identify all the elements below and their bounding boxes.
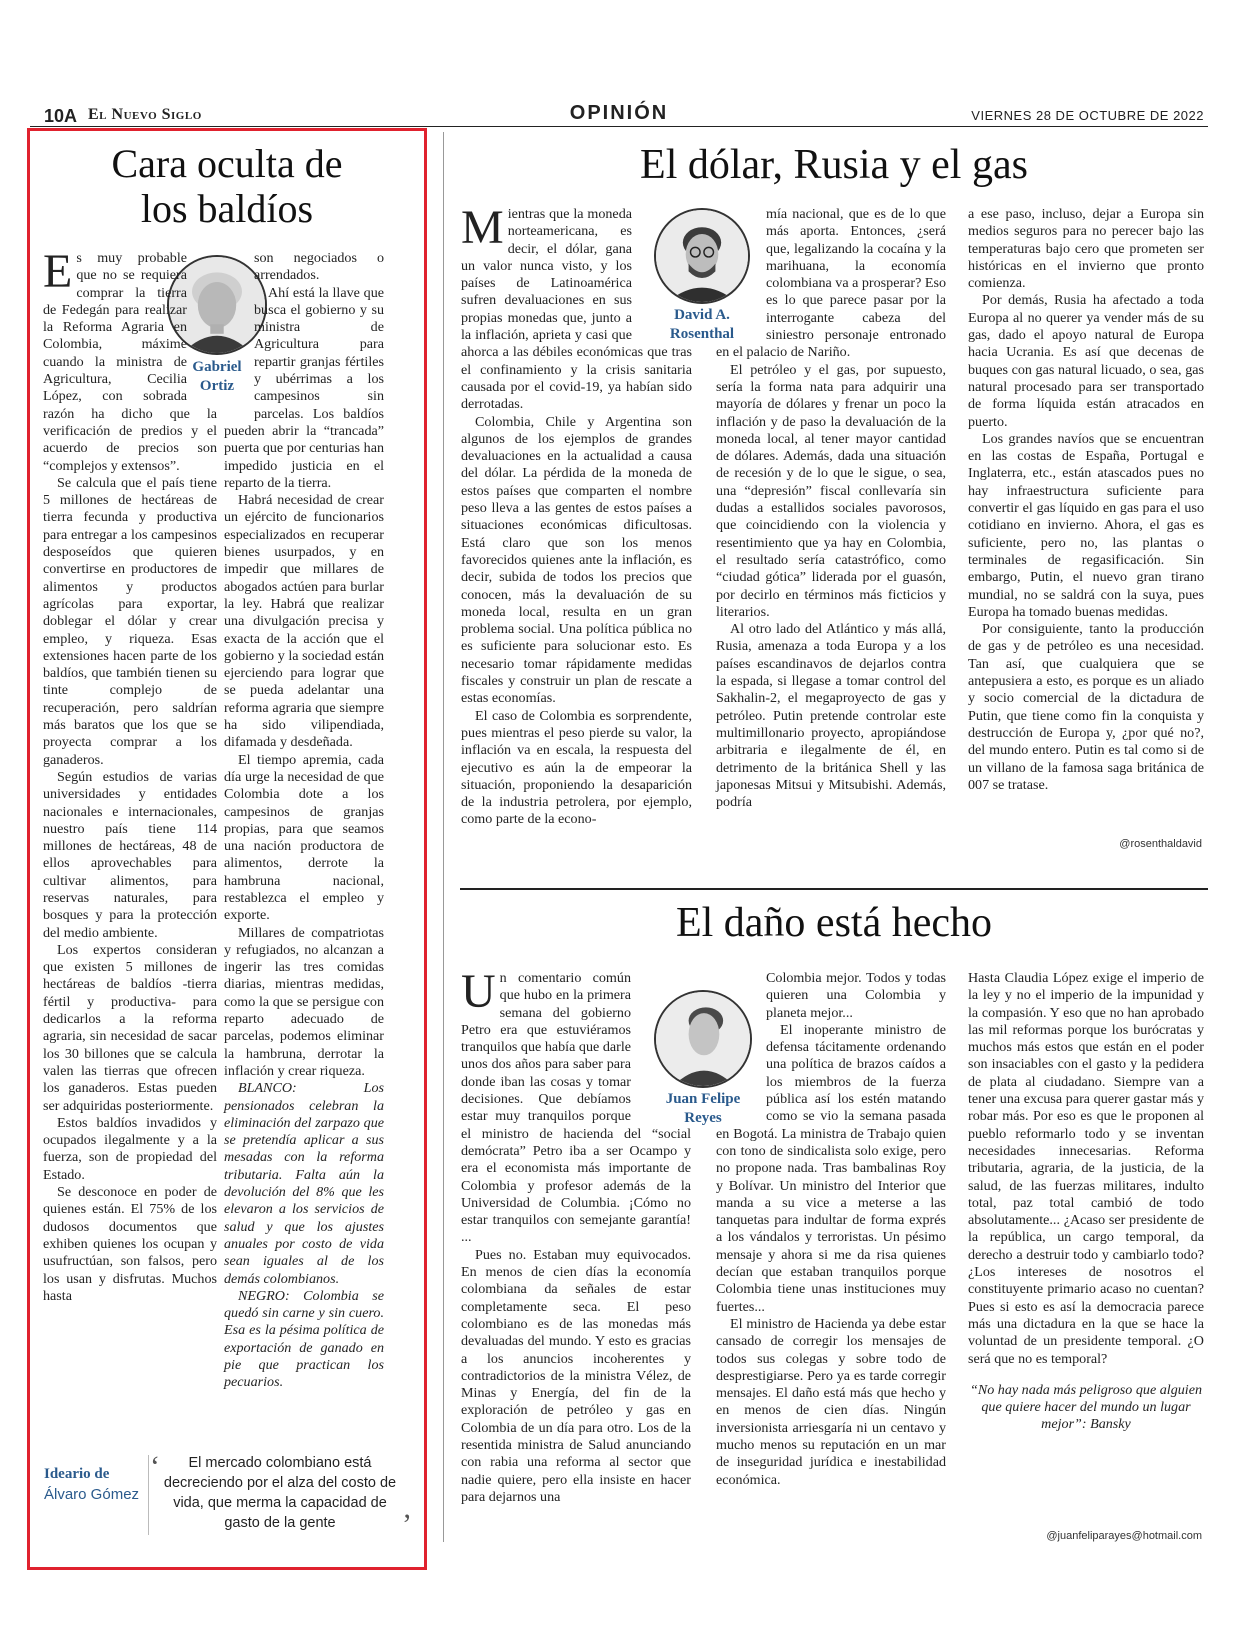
ideario-author: Álvaro Gómez	[44, 1486, 140, 1503]
author-last-name: Ortiz	[199, 378, 235, 394]
paragraph: El caso de Colombia es sorprendente, pues mientras el peso pierde su valor, la inflación va en escala, la respuesta del ejecutivo es aún la de empeorar la situación, proponiendo la desaparición de la industria petrolera, por ejemplo, como parte de la econo-	[461, 707, 692, 828]
paragraph: Ahí está la llave que busca el gobierno y su ministra de Agricultura para repartir granjas fértiles y ubérrimas a los campesinos sin parcelas. Los baldíos pueden abrir la “trancada” puerta que por centurias han impedido justicia en el reparto de la tierra.	[224, 284, 384, 491]
paragraph: Habrá necesidad de crear un ejército de funcionarios especializados en recuperar bienes usurpados, y en impedir que millares de abogados actúen para burlar la ley. Habrá que realizar una divulgación precisa y exacta de la acción que el gobierno y la sociedad están ejerciendo para lograr que se pueda adelantar una reforma agraria que siempre ha sido vilipendiada, difamada y desdeñada.	[224, 492, 384, 751]
article1-title-line1: Cara oculta de	[111, 141, 343, 186]
twitter-handle[interactable]: @rosenthaldavid	[1119, 838, 1202, 850]
article2-column-1	[461, 201, 692, 829]
issue-date: VIERNES 28 DE OCTUBRE DE 2022	[971, 108, 1204, 123]
photo-wrap-space	[631, 970, 691, 1110]
email-address[interactable]: @juanfeliparayes@hotmail.com	[1046, 1530, 1202, 1542]
paragraph: mía nacional, que es de lo que más aporta. Entonces, ¿será que, legalizando la cocaína y la marihuana, la economía colombiana va a prosperar? Eso es lo que parece pasar por la interrogante cabeza del siniestro personaje entronado en el palacio de Nariño.	[716, 206, 947, 361]
paragraph: son negociados o arrendados.	[254, 250, 384, 284]
author-first-name: David A.	[674, 307, 730, 323]
article1-column-1	[43, 245, 217, 1305]
paragraph: Millares de compatriotas y refugiados, no alcanzan a ingerir las tres comidas diarias, mientras medidas, como la que se persigue con reparto adecuado de parcelas, podemos eliminar la hambruna, derrotar la inflación y crear riqueza.	[224, 924, 384, 1079]
dropcap: M	[461, 201, 504, 254]
paragraph: Colombia mejor. Todos y todas quieren una Colombia y planeta mejor...	[766, 970, 946, 1021]
article-separator	[460, 888, 1208, 890]
photo-wrap-space	[716, 970, 766, 1110]
close-quote-icon: ’	[402, 1508, 412, 1541]
section-title: OPINIÓN	[569, 102, 669, 124]
article1-title	[40, 142, 414, 232]
article2-column-2	[716, 206, 946, 811]
paragraph: Los grandes navíos que se encuentran en las costas de España, Portugal e Inglaterra, etc., están atascados pues no hay infraestructura suficiente para convertir el gas líquido en gas para el uso cotidiano en invierno. Ahora, el gas es suficiente, pero no, las plantas o terminales de regasificación. Sin embargo, Putin, el nuevo gran tirano mundial, no se saldrá con la suya, pues Europa ha tomado buenas medidas.	[968, 430, 1204, 620]
paragraph: n comentario común que hubo en la primera semana del gobierno Petro era que estuviéramos tranquilos que había que darle unos dos años para saber para donde iban las cosas y tomar decisiones. Que debíamos estar muy tranquilos porque el ministro de hacienda del “social demócrata” Petro iba a ser Ocampo y era el economista más importante de Colombia y profesor además de la Universidad de Columbia. ¡Cómo no estar tranquilos con semejante garantía! ...	[461, 970, 691, 1246]
author-last-name: Rosenthal	[669, 326, 735, 342]
paragraph: Al otro lado del Atlántico y más allá, Rusia, amenaza a toda Europa y a los países escandinavos de dejarlos contra la espada, si llegase a tomar control del Sakhalin-2, el megaproyecto de gas y petróleo. Putin pretende controlar este multimillonario proyecto, apropiándose arbitraria e ilegalmente de él, en detrimento de la británica Shell y las japonesas Mitsui y Mitsubishi. Además, podría	[716, 621, 946, 811]
photo-wrap-space	[187, 250, 217, 390]
column-separator	[443, 132, 444, 1542]
ideario-quote: El mercado colombiano está decreciendo por el alza del costo de vida, que merma la capacidad de gasto de la gente	[163, 1455, 397, 1531]
paragraph: El ministro de Hacienda ya debe estar cansado de corregir los mensajes de todos sus colegas y sobre todo de desprestigiarse. Pero ya es tarde corregir mensajes. El daño está más que hecho y en menos de cien días. Ningún inversionista arriesgaría ni un centavo y mucho menos su reputación en un mar de inseguridad jurídica e inestabilidad económica.	[716, 1315, 946, 1488]
article3-column-2	[716, 970, 946, 1489]
paragraph: Hasta Claudia López exige el imperio de la ley y no el imperio de la impunidad y la compasión. Y eso que no han aprobado las mil reformas porque los burócratas y muchos más estos que están en el poder son insaciables con el gasto y la pedidera de plata al ciudadano. Siempre van a tener una excusa para querer gastar más y robar más. Por eso es que le proponen al pueblo reformarlo todo y se inventan necesidades innecesarias. Reforma tributaria, agraria, de la justicia, de la salud, de las fuerzas militares, indulto total, paz total cambió de todo absolutamente... ¿Acaso ser presidente de la república, un cargo temporal, da derecho a destruir todo y cambiarlo todo? ¿Los intereses de nosotros el constituyente primario acaso no cuentan? Pues si esto es así la democracia parece más una dictadura en la que se hace la voluntad de un presidente temporal. ¿O será que no es temporal?	[968, 970, 1204, 1367]
dropcap: E	[43, 245, 73, 298]
ideario-divider	[148, 1455, 149, 1535]
paragraph: Se calcula que el país tiene 5 millones de hectáreas de tierra fecunda y productiva para entregar a los campesinos desposeídos que quieren convertirse en productores de alimentos y productos agrícolas para exportar, doblegar el dólar y crear empleo, y riqueza. Esas extensiones hacen parte de los baldíos, que también tienen su tinte complejo de recuperación, pero saldrían más baratos que los que se proyecta comprar a los ganaderos.	[43, 474, 217, 768]
open-quote-icon: ‘	[150, 1450, 160, 1483]
article3-title: El daño está hecho	[675, 900, 993, 946]
ideario-label: Ideario de	[44, 1466, 110, 1482]
newspaper-name: El Nuevo Siglo	[88, 106, 202, 123]
dropcap: U	[461, 965, 496, 1018]
paragraph: s muy probable que no se requiera comprar la tierra de Fedegán para realizar la Reforma Agraria en Colombia, máxime cuando la ministra de Agricultura, Cecilia López, con sobrada razón ha dicho que la verificación de predios y el acuerdo de precios son “complejos y extensos”.	[43, 250, 217, 474]
header-rule	[30, 126, 1208, 127]
article3-column-1	[461, 965, 691, 1506]
author-last-name: Reyes	[684, 1110, 722, 1126]
author-first-name: Gabriel	[192, 359, 242, 375]
paragraph: a ese paso, incluso, dejar a Europa sin medios seguros para no perecer bajo las temperaturas bajo cero que prometen ser históricas en el invierno que pronto comienza.	[968, 206, 1204, 292]
paragraph: Por demás, Rusia ha afectado a toda Europa al no querer ya vender más de su gas, dado el apoyo natural de Europa hacia Ucrania. Es así que decenas de buques con gas natural licuado, o sea, gas natural procesado para ser transportado de forma líquida están atracados en puerto.	[968, 292, 1204, 430]
paragraph: Pues no. Estaban muy equivocados. En menos de cien días la economía colombiana da señales de estar completamente seca. El peso colombiano es de las monedas más devaluadas del mundo. Y esto es gracias a los anuncios incoherentes y contradictorios de la ministra Vélez, de Minas y Energía, del fin de la exploración de petróleo y gas en Colombia de un día para otro. Los de la resentida ministra de Salud anunciando con rabia una reforma al sector que nadie quiere, pero ella insiste en hacer para dejarnos una	[461, 1246, 691, 1505]
paragraph: Estos baldíos invadidos y ocupados ilegalmente y a la fuerza, son de propiedad del Estado.	[43, 1114, 217, 1183]
article3-column-3	[968, 970, 1204, 1434]
page-number: 10A	[44, 106, 78, 126]
paragraph-negro: NEGRO: Colombia se quedó sin carne y sin cuero. Esa es la pésima política de exportación de ganado en pie que practican los pecuarios.	[224, 1287, 384, 1391]
paragraph: El inoperante ministro de defensa tácitamente ordenando una política de brazos caídos a los miembros de la fuerza pública así los estén matando como se vio la semana pasada en Bogotá. La ministra de Trabajo quien con tono de sindicalista solo exige, pero no propone nada. Tras bambalinas Roy y Bolívar. Un ministro del Interior que manda a su vice a meterse a las tanquetas para indultar de forma exprés a los vándalos y terroristas. Un pésimo mensaje y ahora si me da risa quienes decían que estaban tranquilos porque Colombia tiene unas instituciones muy fuertes...	[716, 1021, 946, 1315]
paragraph: Por consiguiente, tanto la producción de gas y de petróleo es una necesidad. Tan así, que cualquiera que se antepusiera a esto, es porque es un aliado y socio comercial de la dictadura de Putin, que tiene como fin la conquista y destrucción de Europa y, ¿por qué no?, del mundo entero. Putin es tal como si de un villano de la famosa saga británica de 007 se tratase.	[968, 621, 1204, 793]
paragraph: El tiempo apremia, cada día urge la necesidad de que Colombia dote a los campesinos de granjas propias, para que seamos una nación productora de alimentos, derrote la hambruna nacional, restablezca el empleo y exporte.	[224, 751, 384, 924]
article2-column-3	[968, 206, 1204, 794]
paragraph: ientras que la moneda norteamericana, es decir, el dólar, gana un valor nunca visto, y los países de Latinoamérica sufren devaluaciones en sus propias monedas que, junto a la inflación, aprieta y casi que ahorca a las débiles económicas que tras el confinamiento y la crisis sanitaria causada por el covid-19, ya habían sido derrotadas.	[461, 206, 692, 413]
paragraph-blanco: BLANCO: Los pensionados celebran la eliminación del zarpazo que se pretendía aplicar a sus mesadas con la reforma tributaria. Falta aún la devolución del 8% que les elevaron a los servicios de salud y que los ajustes anuales por costo de vida sean iguales al de los demás colombianos.	[224, 1080, 384, 1287]
paragraph: Se desconoce en poder de quienes están. El 75% de los dudosos documentos que exhiben quienes los ocupan y usufructúan, son falsos, pero los usan y disfrutas. Muchos hasta	[43, 1184, 217, 1304]
photo-wrap-space	[224, 250, 254, 410]
paragraph: Los expertos consideran que existen 5 millones de hectáreas de baldíos -tierra fértil y productiva- para dedicarlos a la reforma agraria, sin necesidad de sacar los 30 billones que se calcula valen las tierras que ofrecen los ganaderos. Estas pueden ser adquiridas posteriormente.	[43, 941, 217, 1114]
photo-wrap-space	[632, 206, 692, 342]
article1-column-2	[224, 250, 384, 1392]
paragraph: Según estudios de varias universidades y entidades nacionales e internacionales, nuestro país tiene 114 millones de hectáreas, 48 de ellos aprovechables para cultivar alimentos, para reservas naturales, para bosques y para la protección del medio ambiente.	[43, 768, 217, 941]
photo-wrap-space	[716, 206, 766, 342]
article2-title: El dólar, Rusia y el gas	[640, 142, 1028, 188]
closing-quote: “No hay nada más peligroso que alguien que quiere hacer del mundo un lugar mejor”: Bansky	[969, 1381, 1203, 1433]
paragraph: Colombia, Chile y Argentina son algunos de los ejemplos de grandes devaluaciones en la actualidad a causa del dólar. La pérdida de la moneda de estos países que comparten el nombre peso lleva a las gentes de estos países a situaciones económicas dificultosas. Está claro que son los menos favorecidos quienes ante la inflación, es decir, subida de todos los precios que conocen, más la devaluación de su moneda local, resulta en un gran problema social. Una política pública no es suficiente para solucionar esto. Es necesario tomar rápidamente medidas fiscales y construir un plan de rescate a estas economías.	[461, 413, 692, 707]
paragraph: El petróleo y el gas, por supuesto, sería la forma nata para adquirir una mayoría de dólares y frenar un poco la inflación y de paso la devaluación de la moneda local, al tener mayor cantidad de dólares. Además, dada una situación de recesión y de lo que le sigue, o sea, una “depresión” fiscal conllevaría sin dudas a estallidos sociales pavorosos, que coincidiendo con la violencia y resentimiento que ya hay en Colombia, el resultado sería catastrófico, como “ciudad gótica” liderada por el guasón, por decirlo en términos más ficticios y literarios.	[716, 361, 946, 620]
author-first-name: Juan Felipe	[665, 1091, 741, 1107]
article1-title-line2: los baldíos	[140, 185, 314, 231]
